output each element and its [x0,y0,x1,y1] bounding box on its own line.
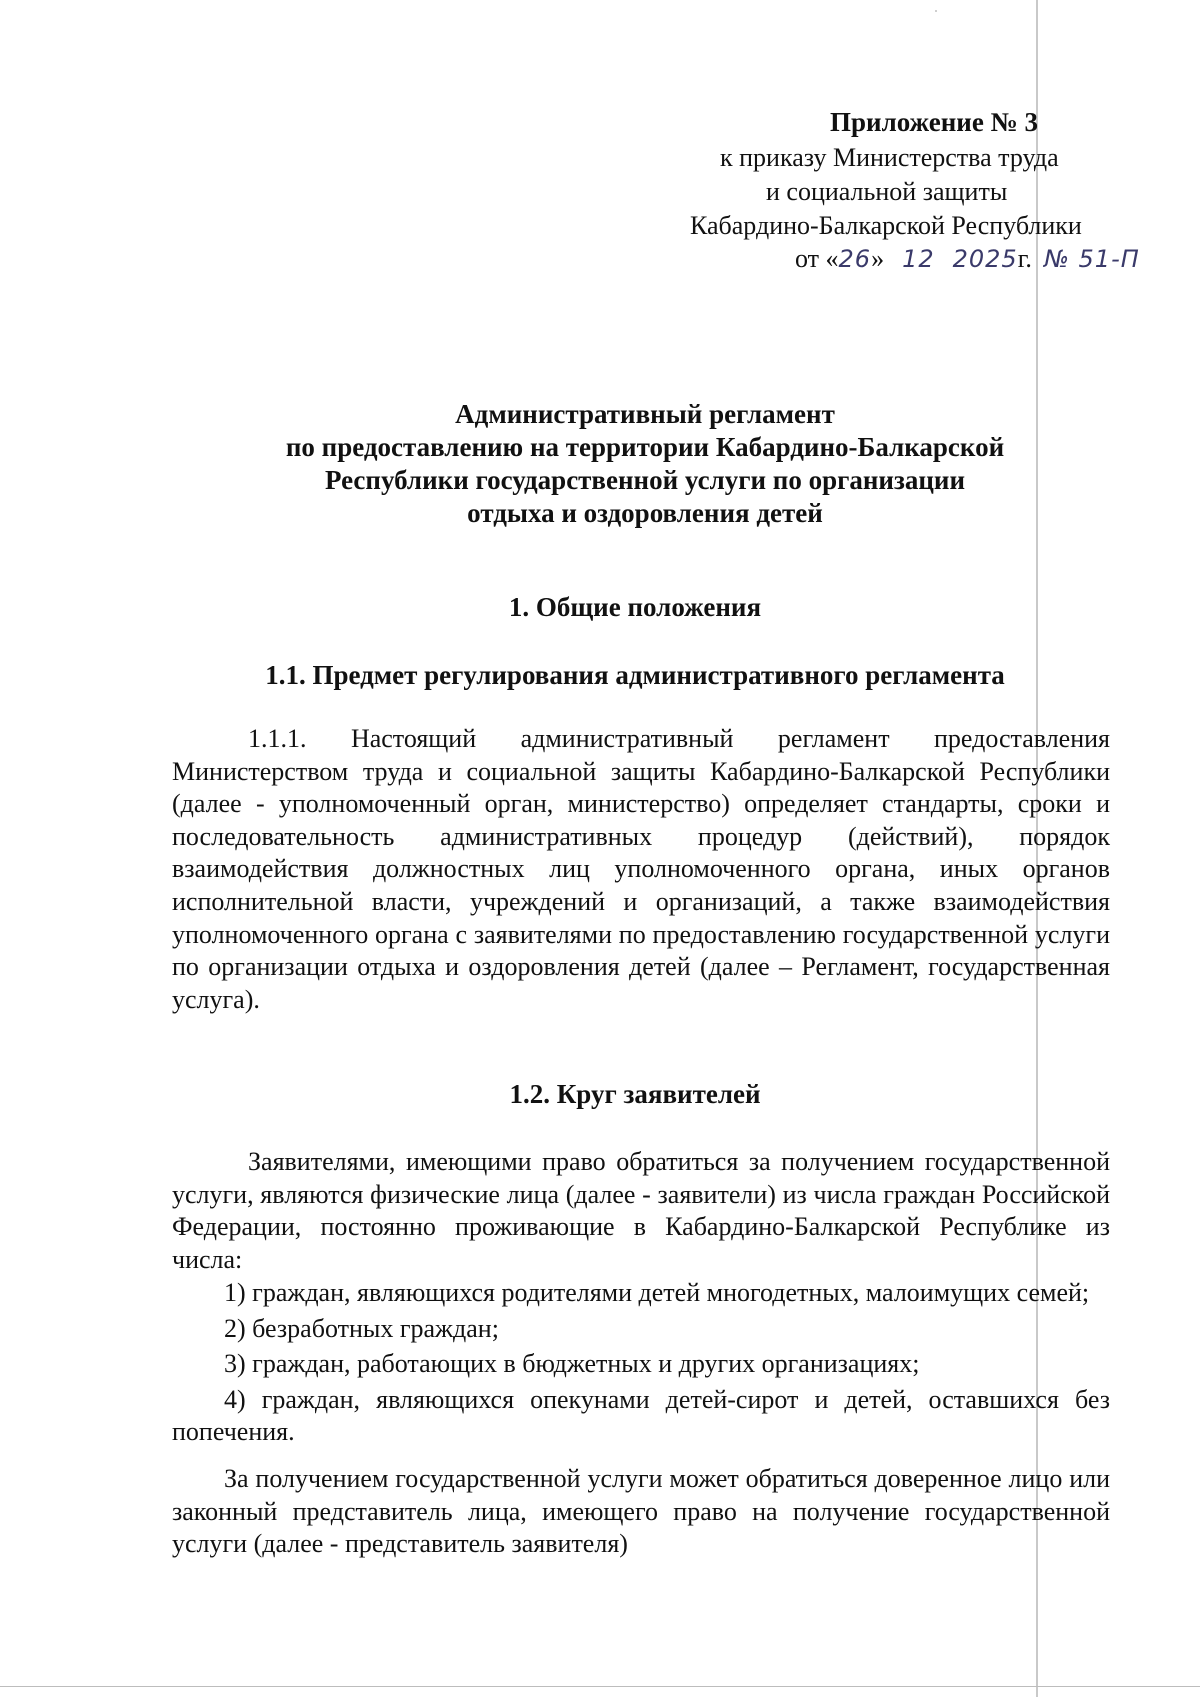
document-title-line-1: Административный регламент [455,399,835,429]
section-1-1-paragraph: 1.1.1. Настоящий административный регламент предоставления Министерством труда и социальной защиты Кабардино-Балкарской Республики (далее - уполномоченный орган, министерство) определяет стандарты, сроки и последовательность административных процедур (действий), порядок взаимодействия должностных лиц уполномоченного органа, иных органов исполнительной власти, учреждений и организаций, а также взаимодействия уполномоченного органа с заявителями по предоставлению государственной услуги по организации отдыха и оздоровления детей (далее – Регламент, государственная услуга). [172,724,1110,1014]
handwritten-day: 26 [838,245,872,273]
list-item: 2) безработных граждан; [224,1313,499,1343]
applicant-list [172,1277,1110,1452]
approval-line-order: к приказу Министерства труда [720,143,1059,172]
approval-date-line [795,242,1140,276]
list-item: 4) граждан, являющихся опекунами детей-сирот и детей, оставшихся без попечения. [172,1384,1110,1447]
document-title-line-4: отдыха и оздоровления детей [467,498,823,528]
section-1-2-closing: За получением государственной услуги может обратиться доверенное лицо или законный представитель лица, имеющего право на получение государственной услуги (далее - представитель заявителя) [172,1464,1110,1559]
section-1-1-heading: 1.1. Предмет регулирования административного регламента [265,660,1005,690]
section-1-2-intro: Заявителями, имеющими право обратиться за получением государственной услуги, являются физические лица (далее - заявители) из числа граждан Российской Федерации, постоянно проживающие в Кабардино-Балкарской Республике из числа: [172,1147,1110,1274]
handwritten-year: 2025 [952,245,1018,273]
list-item: 3) граждан, работающих в бюджетных и других организациях; [224,1349,920,1379]
document-title-line-3: Республики государственной услуги по организации [324,465,966,495]
date-suffix: г. [1017,244,1032,273]
appendix-title: Приложение № 3 [830,107,1038,137]
section-1-heading: 1. Общие положения [508,592,762,622]
section-1-2-heading: 1.2. Круг заявителей [509,1079,761,1109]
document-title [170,398,1120,530]
handwritten-month: 12 [902,245,935,273]
scan-artifact-dot [935,10,937,12]
date-prefix: от « [795,244,839,273]
date-close-quote: » [871,244,885,273]
approval-line-republic: Кабардино-Балкарской Республики [690,211,1082,240]
list-item: 1) граждан, являющихся родителями детей многодетных, малоимущих семей; [224,1278,1090,1307]
scan-artifact-horizontal-line [0,1686,1200,1687]
handwritten-order-number: № 51-П [1043,245,1140,273]
document-title-line-2: по предоставлению на территории Кабардино-Балкарской [285,432,1005,462]
approval-line-social: и социальной защиты [766,177,1008,206]
